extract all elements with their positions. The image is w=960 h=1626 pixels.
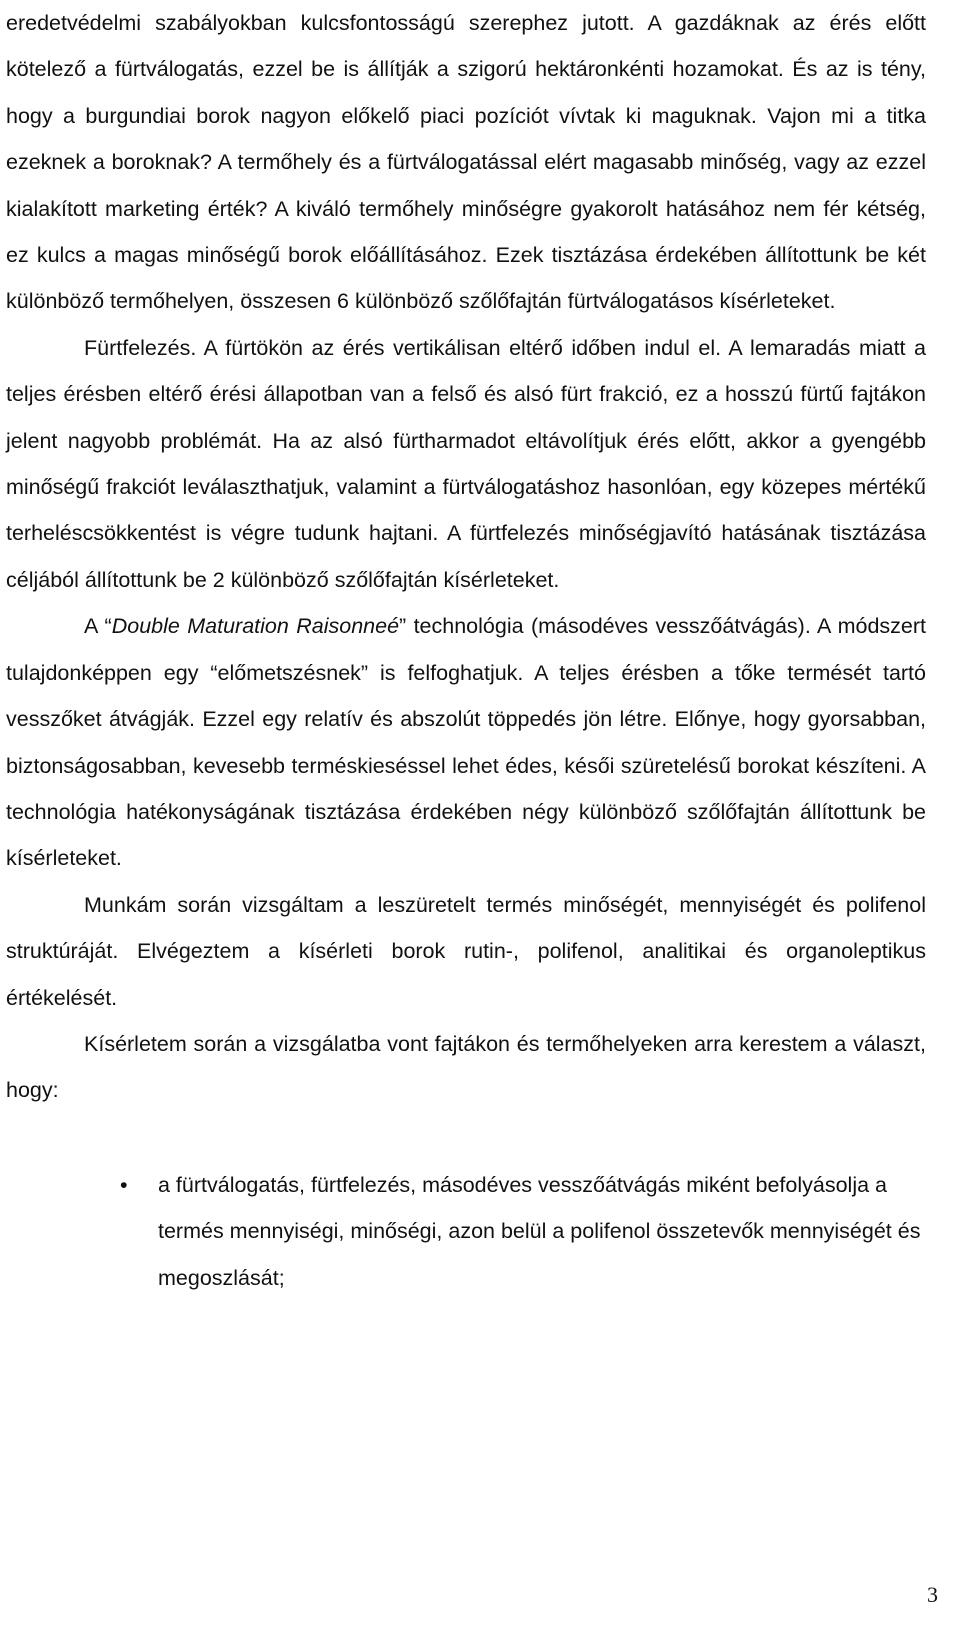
paragraph-4: Munkám során vizsgáltam a leszüretelt termés minőségét, mennyiségét és polifenol struktúráját. Elvégeztem a kísérleti borok rutin-, polifenol, analitikai és organoleptikus értékelését. [6, 892, 926, 1010]
paragraph-1: eredetvédelmi szabályokban kulcsfontosságú szerephez jutott. A gazdáknak az érés előtt kötelező a fürtválogatás, ezzel be is állítják a szigorú hektáronkénti hozamokat. És az is tény, hogy a burgundiai borok nagyon előkelő piaci pozíciót vívtak ki maguknak. Vajon mi a titka ezeknek a boroknak? A termőhely és a fürtválogatással elért magasabb minőség, vagy az ezzel kialakított marketing érték? A kiváló termőhely minőségre gyakorolt hatásához nem fér kétség, ez kulcs a magas minőségű borok előállításához. Ezek tisztázása érdekében állítottunk be két különböző termőhelyen, összesen 6 különböző szőlőfajtán fürtválogatásos kísérleteket. [6, 11, 926, 314]
paragraph-5: Kísérletem során a vizsgálatba vont fajtákon és termőhelyeken arra kerestem a választ, hogy: [6, 1031, 926, 1103]
document-page [6, 0, 926, 1301]
paragraph-3-rest: ” technológia (másodéves vesszőátvágás). A módszert tulajdonképpen egy “előmetszésnek” is felfoghatjuk. A teljes érésben a tőke termését tartó vesszőket átvágják. Ezzel egy relatív és abszolút töppedés jön létre. Előnye, hogy gyorsabban, biztonságosabban, kevesebb terméskieséssel lehet édes, késői szüretelésű borokat készíteni. A technológia hatékonyságának tisztázása érdekében négy különböző szőlőfajtán állítottunk be kísérleteket. [6, 614, 926, 871]
paragraph-2: Fürtfelezés. A fürtökön az érés vertikálisan eltérő időben indul el. A lemaradás miatt a teljes érésben eltérő érési állapotban van a felső és alsó fürt frakció, ez a hosszú fürtű fajtákon jelent nagyobb problémát. Ha az alsó fürtharmadot eltávolítjuk érés előtt, akkor a gyengébb minőségű frakciót leválaszthatjuk, valamint a fürtválogatáshoz hasonlóan, egy közepes mértékű terheléscsökkentést is végre tudunk hajtani. A fürtfelezés minőségjavító hatásának tisztázása céljából állítottunk be 2 különböző szőlőfajtán kísérleteket. [6, 335, 926, 592]
bullet-icon: • [120, 1172, 128, 1197]
paragraph-3-lead: A “ [84, 614, 112, 639]
list-item [6, 1162, 926, 1301]
paragraph-3-italic-term: Double Maturation Raisonneé [111, 614, 400, 639]
list-spacer [6, 1114, 926, 1162]
page-number: 3 [927, 1582, 938, 1607]
research-questions-list [6, 1162, 926, 1301]
paragraph-3 [6, 603, 926, 881]
list-item-text: a fürtválogatás, fürtfelezés, másodéves vesszőátvágás miként befolyásolja a termés mennyiségi, minőségi, azon belül a polifenol összetevők mennyiségét és megoszlását; [158, 1172, 921, 1290]
